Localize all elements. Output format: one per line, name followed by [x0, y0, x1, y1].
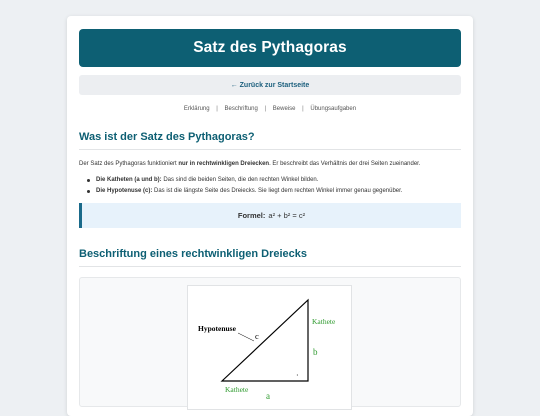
page-header	[79, 29, 461, 67]
hypotenuse-label: Hypotenuse	[198, 324, 236, 333]
list-item	[96, 175, 461, 186]
formula-box	[79, 203, 461, 228]
list-item	[96, 186, 461, 197]
definition-list	[79, 175, 461, 197]
c-label: c	[255, 331, 259, 341]
section-heading-labeling: Beschriftung eines rechtwinkligen Dreiecks	[79, 248, 461, 267]
list-item-text: Das ist die längste Seite des Dreiecks. Sie liegt dem rechten Winkel immer genau gegenüber.	[152, 188, 403, 194]
intro-text: Der Satz des Pythagoras funktioniert	[79, 161, 179, 167]
kathete-right-label: Kathete	[312, 317, 336, 326]
intro-paragraph	[79, 159, 461, 170]
list-item-term: Die Katheten (a und b):	[96, 177, 162, 183]
nav-link-beweise[interactable]: Beweise	[272, 106, 296, 112]
formula-text: a² + b² = c²	[268, 211, 306, 220]
section-nav	[79, 103, 461, 115]
intro-bold-text: nur in rechtwinkligen Dreiecken	[178, 161, 270, 167]
b-label: b	[313, 347, 318, 357]
nav-separator: |	[302, 106, 304, 112]
list-item-text: Das sind die beiden Seiten, die den rechten Winkel bilden.	[161, 177, 319, 183]
triangle-shape	[222, 300, 308, 381]
kathete-bottom-label: Kathete	[225, 385, 249, 394]
right-angle-marker: ·	[296, 371, 299, 380]
triangle-diagram	[187, 285, 352, 410]
section-heading-explanation: Was ist der Satz des Pythagoras?	[79, 131, 461, 150]
a-label: a	[266, 391, 270, 401]
intro-text-end: . Er beschreibt das Verhältnis der drei Seiten zueinander.	[269, 161, 421, 167]
back-to-home-button[interactable]: ← Zurück zur Startseite	[79, 75, 461, 95]
figure-container	[79, 277, 461, 407]
nav-separator: |	[216, 106, 218, 112]
nav-separator: |	[264, 106, 267, 112]
list-item-term: Die Hypotenuse (c):	[96, 188, 153, 194]
nav-link-erklaerung[interactable]: Erklärung	[183, 106, 210, 112]
nav-link-uebungsaufgaben[interactable]: Übungsaufgaben	[310, 106, 357, 112]
content-card	[67, 16, 473, 416]
hypotenuse-pointer-line	[238, 333, 254, 341]
nav-link-beschriftung[interactable]: Beschriftung	[224, 106, 258, 112]
formula-label: Formel:	[237, 211, 266, 220]
page-title: Satz des Pythagoras	[193, 39, 347, 56]
triangle-svg	[188, 286, 353, 411]
